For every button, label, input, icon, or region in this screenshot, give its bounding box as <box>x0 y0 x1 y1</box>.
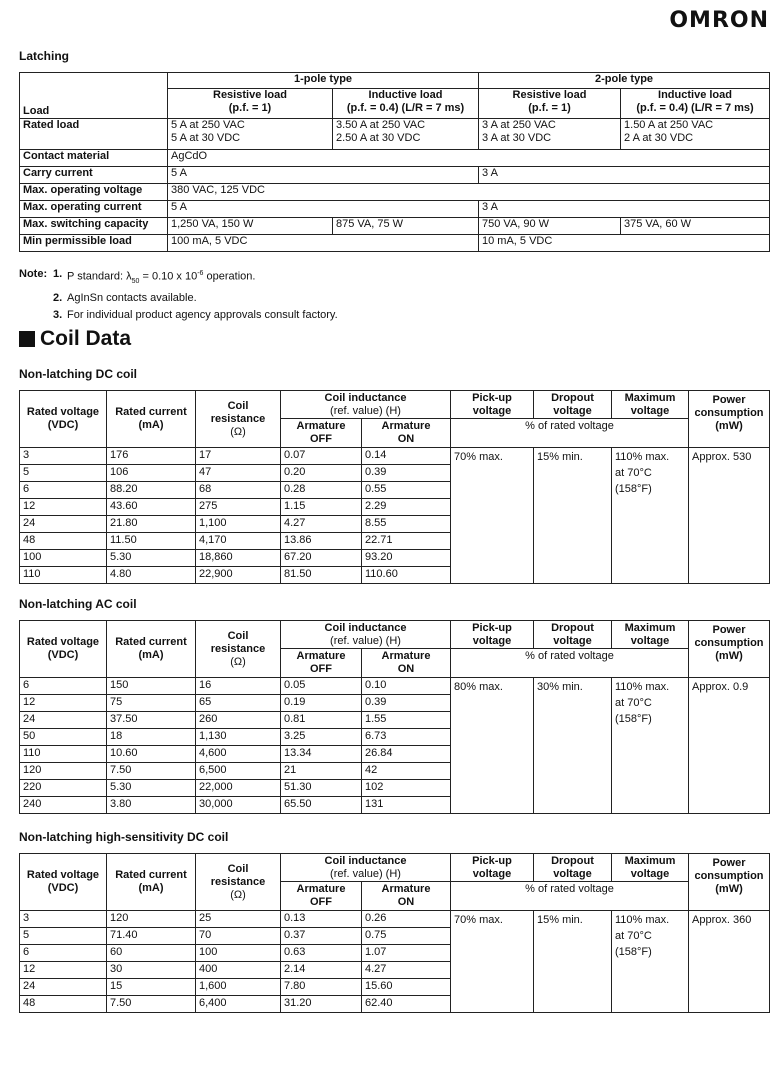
table-cell: 22,000 <box>196 780 281 797</box>
coil-inductance-header: Coil inductance (ref. value) (H) <box>281 621 451 649</box>
table-cell: 26.84 <box>362 746 451 763</box>
latching-title: Latching <box>19 49 69 63</box>
table-cell: 5 <box>20 928 107 945</box>
table-cell: 2.29 <box>362 499 451 516</box>
table-cell: 110 <box>20 567 107 584</box>
rated-current-header: Rated current (mA) <box>107 854 196 911</box>
contact-material-label: Contact material <box>20 150 168 167</box>
table-cell: 0.14 <box>362 448 451 465</box>
table-cell: 0.55 <box>362 482 451 499</box>
table-cell: 7.80 <box>281 979 362 996</box>
rated-current-header: Rated current (mA) <box>107 391 196 448</box>
pole2-header: 2-pole type <box>479 73 770 89</box>
table-cell: 12 <box>20 695 107 712</box>
armature-on-header: Armature ON <box>362 649 451 678</box>
table-cell: 5.30 <box>107 780 196 797</box>
table-cell: 3 <box>20 448 107 465</box>
table-cell: 0.28 <box>281 482 362 499</box>
armature-off-header: Armature OFF <box>281 882 362 911</box>
pickup-value: 80% max. <box>451 678 534 814</box>
table-cell: 68 <box>196 482 281 499</box>
dropout-value: 30% min. <box>534 678 612 814</box>
coil-resistance-header: Coil resistance (Ω) <box>196 391 281 448</box>
dropout-header: Dropout voltage <box>534 621 612 649</box>
table-cell: 0.07 <box>281 448 362 465</box>
max-switching-label: Max. switching capacity <box>20 218 168 235</box>
table-cell: 102 <box>362 780 451 797</box>
note-text-3: For individual product agency approvals consult factory. <box>67 308 338 321</box>
table-cell: 3.25 <box>281 729 362 746</box>
rated-current-header: Rated current (mA) <box>107 621 196 678</box>
carry-current-p2: 3 A <box>479 167 770 184</box>
hs-coil-title: Non-latching high-sensitivity DC coil <box>19 830 229 844</box>
table-cell: 220 <box>20 780 107 797</box>
table-cell: 5.30 <box>107 550 196 567</box>
table-cell: 10.60 <box>107 746 196 763</box>
table-cell: 75 <box>107 695 196 712</box>
table-cell: 4,600 <box>196 746 281 763</box>
rated-load-label: Rated load <box>20 119 168 150</box>
table-cell: 100 <box>196 945 281 962</box>
max-op-current-p2: 3 A <box>479 201 770 218</box>
table-cell: 30 <box>107 962 196 979</box>
note-num-2: 2. <box>53 292 63 305</box>
table-cell: 0.81 <box>281 712 362 729</box>
pct-rated-voltage-header: % of rated voltage <box>451 882 689 911</box>
table-cell: 1.55 <box>362 712 451 729</box>
table-cell: 18 <box>107 729 196 746</box>
max-voltage-value: 110% max. at 70°C (158°F) <box>612 911 689 1013</box>
armature-off-header: Armature OFF <box>281 419 362 448</box>
table-cell: 4.27 <box>281 516 362 533</box>
table-cell: 18,860 <box>196 550 281 567</box>
table-cell: 6,400 <box>196 996 281 1013</box>
table-cell: 400 <box>196 962 281 979</box>
table-cell: 7.50 <box>107 763 196 780</box>
power-header: Power consumption (mW) <box>689 854 770 911</box>
table-cell: 3.80 <box>107 797 196 814</box>
table-cell: 42 <box>362 763 451 780</box>
max-voltage-header: Maximum voltage <box>612 621 689 649</box>
power-header: Power consumption (mW) <box>689 621 770 678</box>
table-cell: 0.10 <box>362 678 451 695</box>
armature-off-header: Armature OFF <box>281 649 362 678</box>
table-cell: 67.20 <box>281 550 362 567</box>
min-load-p1: 100 mA, 5 VDC <box>168 235 479 252</box>
load-label: Load <box>20 73 168 119</box>
table-cell: 4.80 <box>107 567 196 584</box>
table-cell: 24 <box>20 516 107 533</box>
table-cell: 65 <box>196 695 281 712</box>
table-cell: 12 <box>20 962 107 979</box>
p2-ind-header: Inductive load (p.f. = 0.4) (L/R = 7 ms) <box>621 89 770 119</box>
table-cell: 50 <box>20 729 107 746</box>
table-cell: 6.73 <box>362 729 451 746</box>
table-cell: 4,170 <box>196 533 281 550</box>
coil-inductance-header: Coil inductance (ref. value) (H) <box>281 854 451 882</box>
table-cell: 13.34 <box>281 746 362 763</box>
note-text-1: P standard: $\lambda_{50} = 0.10$ x $10^{-6}$ operation. <box>67 270 256 285</box>
table-row <box>20 448 770 465</box>
table-cell: 0.39 <box>362 695 451 712</box>
table-cell: 275 <box>196 499 281 516</box>
max-switching-p1-ind: 875 VA, 75 W <box>333 218 479 235</box>
dc-coil-table <box>19 390 770 584</box>
table-cell: 0.05 <box>281 678 362 695</box>
min-load-p2: 10 mA, 5 VDC <box>479 235 770 252</box>
note-num-1: 1. <box>53 268 63 280</box>
pct-rated-voltage-header: % of rated voltage <box>451 419 689 448</box>
table-cell: 24 <box>20 712 107 729</box>
table-cell: 3 <box>20 911 107 928</box>
coil-resistance-header: Coil resistance (Ω) <box>196 621 281 678</box>
note-label: Note: <box>19 268 48 280</box>
table-cell: 62.40 <box>362 996 451 1013</box>
power-value: Approx. 360 <box>689 911 770 1013</box>
p2-ind-rated: 1.50 A at 250 VAC 2 A at 30 VDC <box>621 119 770 150</box>
max-op-current-label: Max. operating current <box>20 201 168 218</box>
table-cell: 22.71 <box>362 533 451 550</box>
max-voltage-header: Maximum voltage <box>612 391 689 419</box>
power-value: Approx. 0.9 <box>689 678 770 814</box>
table-cell: 13.86 <box>281 533 362 550</box>
table-cell: 4.27 <box>362 962 451 979</box>
table-cell: 0.63 <box>281 945 362 962</box>
table-cell: 6 <box>20 678 107 695</box>
brand-logo: OMRON <box>669 8 769 33</box>
carry-current-label: Carry current <box>20 167 168 184</box>
p2-res-rated: 3 A at 250 VAC 3 A at 30 VDC <box>479 119 621 150</box>
table-cell: 47 <box>196 465 281 482</box>
table-cell: 5 <box>20 465 107 482</box>
table-cell: 240 <box>20 797 107 814</box>
max-switching-p2-res: 750 VA, 90 W <box>479 218 621 235</box>
p1-res-rated: 5 A at 250 VAC 5 A at 30 VDC <box>168 119 333 150</box>
table-cell: 30,000 <box>196 797 281 814</box>
ac-coil-table <box>19 620 770 814</box>
table-cell: 48 <box>20 533 107 550</box>
note-text-2: AgInSn contacts available. <box>67 292 197 305</box>
table-cell: 24 <box>20 979 107 996</box>
table-cell: 1.15 <box>281 499 362 516</box>
armature-on-header: Armature ON <box>362 882 451 911</box>
pct-rated-voltage-header: % of rated voltage <box>451 649 689 678</box>
heading-square-icon <box>19 331 35 347</box>
dc-coil-title: Non-latching DC coil <box>19 367 137 381</box>
table-cell: 12 <box>20 499 107 516</box>
table-cell: 37.50 <box>107 712 196 729</box>
table-row <box>20 911 770 928</box>
table-cell: 65.50 <box>281 797 362 814</box>
max-switching-p1-res: 1,250 VA, 150 W <box>168 218 333 235</box>
rated-voltage-header: Rated voltage (VDC) <box>20 854 107 911</box>
table-cell: 150 <box>107 678 196 695</box>
table-cell: 16 <box>196 678 281 695</box>
pickup-header: Pick-up voltage <box>451 854 534 882</box>
table-cell: 22,900 <box>196 567 281 584</box>
max-voltage-header: Maximum voltage <box>612 854 689 882</box>
ac-coil-title: Non-latching AC coil <box>19 597 137 611</box>
p1-res-header: Resistive load (p.f. = 1) <box>168 89 333 119</box>
armature-on-header: Armature ON <box>362 419 451 448</box>
max-op-current-p1: 5 A <box>168 201 479 218</box>
pickup-header: Pick-up voltage <box>451 621 534 649</box>
table-cell: 7.50 <box>107 996 196 1013</box>
table-cell: 110.60 <box>362 567 451 584</box>
rated-voltage-header: Rated voltage (VDC) <box>20 391 107 448</box>
table-cell: 120 <box>20 763 107 780</box>
table-cell: 48 <box>20 996 107 1013</box>
pickup-value: 70% max. <box>451 448 534 584</box>
coil-resistance-header: Coil resistance (Ω) <box>196 854 281 911</box>
table-cell: 1.07 <box>362 945 451 962</box>
table-cell: 8.55 <box>362 516 451 533</box>
min-load-label: Min permissible load <box>20 235 168 252</box>
max-op-voltage-label: Max. operating voltage <box>20 184 168 201</box>
table-cell: 17 <box>196 448 281 465</box>
table-cell: 6 <box>20 482 107 499</box>
table-cell: 81.50 <box>281 567 362 584</box>
table-cell: 71.40 <box>107 928 196 945</box>
max-voltage-value: 110% max. at 70°C (158°F) <box>612 448 689 584</box>
p1-ind-rated: 3.50 A at 250 VAC 2.50 A at 30 VDC <box>333 119 479 150</box>
carry-current-p1: 5 A <box>168 167 479 184</box>
table-cell: 15.60 <box>362 979 451 996</box>
pole1-header: 1-pole type <box>168 73 479 89</box>
table-cell: 0.39 <box>362 465 451 482</box>
max-op-voltage-value: 380 VAC, 125 VDC <box>168 184 770 201</box>
table-cell: 100 <box>20 550 107 567</box>
table-cell: 60 <box>107 945 196 962</box>
note-num-3: 3. <box>53 308 63 321</box>
table-cell: 21.80 <box>107 516 196 533</box>
table-cell: 0.13 <box>281 911 362 928</box>
max-switching-p2-ind: 375 VA, 60 W <box>621 218 770 235</box>
table-cell: 31.20 <box>281 996 362 1013</box>
table-cell: 2.14 <box>281 962 362 979</box>
table-cell: 51.30 <box>281 780 362 797</box>
dropout-value: 15% min. <box>534 911 612 1013</box>
table-cell: 25 <box>196 911 281 928</box>
table-cell: 70 <box>196 928 281 945</box>
pickup-value: 70% max. <box>451 911 534 1013</box>
table-cell: 1,130 <box>196 729 281 746</box>
hs-coil-table <box>19 853 770 1013</box>
table-cell: 0.26 <box>362 911 451 928</box>
power-value: Approx. 530 <box>689 448 770 584</box>
table-cell: 15 <box>107 979 196 996</box>
contact-material-value: AgCdO <box>168 150 770 167</box>
rated-voltage-header: Rated voltage (VDC) <box>20 621 107 678</box>
coil-inductance-header: Coil inductance (ref. value) (H) <box>281 391 451 419</box>
table-cell: 43.60 <box>107 499 196 516</box>
dropout-header: Dropout voltage <box>534 854 612 882</box>
table-cell: 21 <box>281 763 362 780</box>
table-cell: 106 <box>107 465 196 482</box>
table-cell: 0.75 <box>362 928 451 945</box>
table-cell: 120 <box>107 911 196 928</box>
table-cell: 6 <box>20 945 107 962</box>
power-header: Power consumption (mW) <box>689 391 770 448</box>
table-cell: 0.20 <box>281 465 362 482</box>
dropout-value: 15% min. <box>534 448 612 584</box>
max-voltage-value: 110% max. at 70°C (158°F) <box>612 678 689 814</box>
table-cell: 131 <box>362 797 451 814</box>
table-cell: 260 <box>196 712 281 729</box>
table-row <box>20 678 770 695</box>
table-cell: 6,500 <box>196 763 281 780</box>
table-cell: 88.20 <box>107 482 196 499</box>
p1-ind-header: Inductive load (p.f. = 0.4) (L/R = 7 ms) <box>333 89 479 119</box>
table-cell: 176 <box>107 448 196 465</box>
coil-data-heading: Coil Data <box>19 327 131 351</box>
pickup-header: Pick-up voltage <box>451 391 534 419</box>
p2-res-header: Resistive load (p.f. = 1) <box>479 89 621 119</box>
table-cell: 1,600 <box>196 979 281 996</box>
table-cell: 93.20 <box>362 550 451 567</box>
notes <box>19 266 338 323</box>
table-cell: 0.37 <box>281 928 362 945</box>
table-cell: 0.19 <box>281 695 362 712</box>
table-cell: 110 <box>20 746 107 763</box>
latching-table <box>19 72 770 252</box>
table-cell: 1,100 <box>196 516 281 533</box>
dropout-header: Dropout voltage <box>534 391 612 419</box>
table-cell: 11.50 <box>107 533 196 550</box>
